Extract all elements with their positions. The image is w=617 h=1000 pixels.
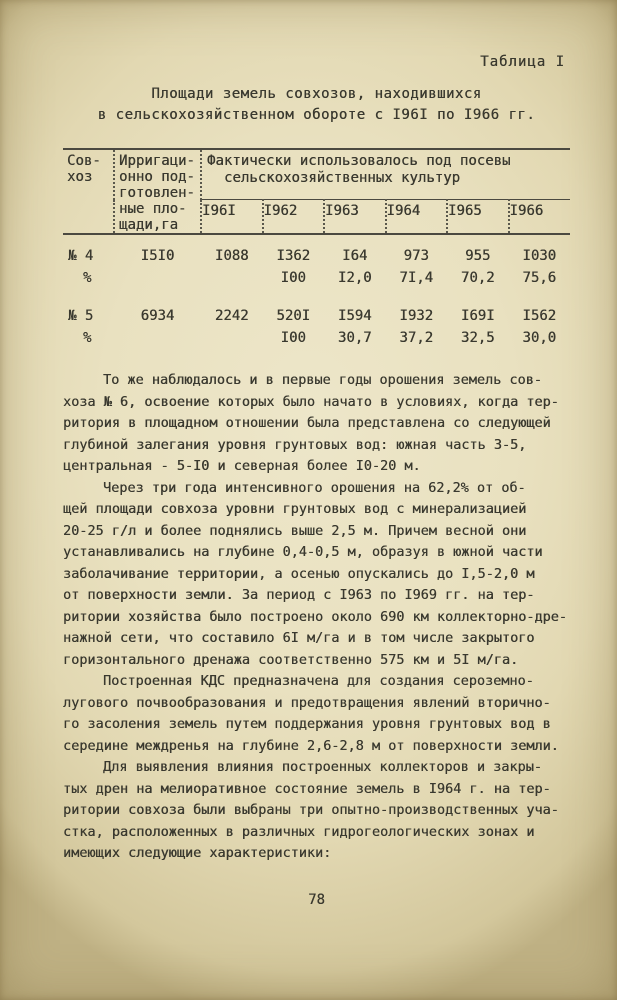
header-text: хоз bbox=[67, 169, 93, 185]
year-header: I965 bbox=[447, 200, 509, 234]
value-cell: I00 bbox=[280, 330, 306, 346]
header-text: Ирригаци- bbox=[119, 153, 195, 169]
text-line: лугового почвообразования и предотвращения явлений вторично- bbox=[63, 694, 551, 711]
year-header: I96I bbox=[201, 200, 263, 234]
text-line: устанавливались на глубине 0,4-0,5 м, образуя в южной части bbox=[63, 544, 543, 560]
table-row bbox=[63, 288, 570, 326]
value-cell: I2,0 bbox=[337, 270, 372, 286]
col-header-actual-usage bbox=[201, 149, 570, 200]
text-line: щей площади совхоза уровни грунтовых вод с минерализацией bbox=[63, 501, 527, 517]
irrigated-cell: 6934 bbox=[140, 308, 175, 324]
header-text: готовлен- bbox=[119, 185, 195, 201]
text-line: ритории совхоза были выбраны три опытно-производственных уча- bbox=[63, 802, 559, 818]
text-line: имеющих следующие характеристики: bbox=[63, 845, 332, 861]
year-header: I964 bbox=[386, 200, 448, 234]
title-line-1: Площади земель совхозов, находившихся bbox=[151, 86, 482, 102]
text-line: от поверхности земли. За период с I963 по I969 гг. на тер- bbox=[63, 587, 535, 603]
value-cell: I594 bbox=[337, 308, 372, 324]
header-text: сельскохозяйственных культур bbox=[224, 170, 461, 186]
text-line: го засоления земель путем поддержания уровня грунтовых вод в bbox=[63, 716, 551, 732]
farm-cell: % bbox=[83, 270, 92, 286]
table-row bbox=[63, 266, 570, 288]
header-text: Фактически использовалось под посевы bbox=[207, 153, 511, 169]
value-cell: 7I,4 bbox=[399, 270, 434, 286]
value-cell: I562 bbox=[522, 308, 557, 324]
col-header-farm bbox=[63, 149, 114, 234]
paragraph bbox=[63, 370, 575, 478]
document-title bbox=[63, 84, 570, 126]
value-cell: 520I bbox=[276, 308, 311, 324]
value-cell bbox=[201, 326, 263, 348]
header-text: ные пло- bbox=[119, 201, 187, 217]
sovkhoz-land-table bbox=[63, 148, 570, 348]
irrigated-cell bbox=[114, 266, 201, 288]
value-cell: I932 bbox=[399, 308, 434, 324]
table-caption-number: Таблица I bbox=[480, 54, 565, 70]
value-cell: I64 bbox=[342, 248, 368, 264]
value-cell bbox=[201, 266, 263, 288]
value-cell: 2242 bbox=[214, 308, 249, 324]
year-header: I962 bbox=[263, 200, 325, 234]
value-cell: 75,6 bbox=[522, 270, 557, 286]
paragraph bbox=[63, 671, 575, 757]
value-cell: 973 bbox=[403, 248, 429, 264]
text-line: горизонтального дренажа соответственно 575 км и 5I м/га. bbox=[63, 651, 519, 668]
value-cell: I030 bbox=[522, 248, 557, 264]
table-row bbox=[63, 326, 570, 348]
farm-cell: № 5 bbox=[68, 308, 94, 324]
table-body bbox=[63, 234, 570, 348]
header-text: Сов- bbox=[67, 153, 101, 169]
text-line: 20-25 г/л и более поднялись выше 2,5 м. Причем весной они bbox=[63, 522, 527, 539]
text-line: ритории хозяйства было построено около 690 км коллекторно-дре- bbox=[63, 608, 567, 625]
value-cell: 30,0 bbox=[522, 330, 557, 346]
text-line: Построенная КДС предназначена для создания сероземно- bbox=[103, 673, 534, 689]
irrigated-cell: I5I0 bbox=[140, 248, 175, 264]
text-line: глубиной залегания уровня грунтовых вод: южная часть 3-5, bbox=[63, 436, 527, 453]
text-line: хоза № 6, освоение которых было начато в условиях, когда тер- bbox=[63, 393, 559, 410]
body-text bbox=[63, 370, 575, 865]
text-line: Для выявления влияния построенных коллекторов и закры- bbox=[103, 759, 542, 775]
farm-cell: № 4 bbox=[68, 248, 94, 264]
value-cell: I00 bbox=[280, 270, 306, 286]
value-cell: I69I bbox=[460, 308, 495, 324]
farm-cell: % bbox=[83, 330, 92, 346]
value-cell: 70,2 bbox=[460, 270, 495, 286]
col-header-irrigated-area bbox=[114, 149, 201, 234]
value-cell: I088 bbox=[214, 248, 249, 264]
text-line: То же наблюдалось и в первые годы орошения земель сов- bbox=[103, 372, 542, 388]
header-text: онно под- bbox=[119, 169, 195, 185]
value-cell: 37,2 bbox=[399, 330, 434, 346]
text-line: ритория в площадном отношении была представлена со следующей bbox=[63, 415, 551, 431]
value-cell: 32,5 bbox=[460, 330, 495, 346]
title-line-2: в сельскохозяйственном обороте с I96I по I966 гг. bbox=[97, 107, 536, 123]
paragraph bbox=[63, 757, 575, 865]
text-line: заболачивание территории, а осенью опускались до I,5-2,0 м bbox=[63, 565, 535, 582]
text-line: нажной сети, что составило 6I м/га и в том числе закрытого bbox=[63, 630, 535, 646]
table-header bbox=[63, 149, 570, 234]
text-line: середине междренья на глубине 2,6-2,8 м от поверхности земли. bbox=[63, 737, 559, 754]
year-header: I966 bbox=[509, 200, 571, 234]
text-line: тых дрен на мелиоративное состояние земель в I964 г. на тер- bbox=[63, 780, 551, 797]
table-row bbox=[63, 234, 570, 266]
year-header: I963 bbox=[324, 200, 386, 234]
header-text: щади,га bbox=[119, 217, 179, 233]
page-number: 78 bbox=[308, 891, 325, 908]
paragraph bbox=[63, 478, 575, 672]
text-line: центральная - 5-I0 и северная более I0-20 м. bbox=[63, 458, 421, 474]
value-cell: 30,7 bbox=[337, 330, 372, 346]
text-line: стка, расположенных в различных гидрогеологических зонах и bbox=[63, 823, 535, 840]
value-cell: 955 bbox=[465, 248, 491, 264]
text-line: Через три года интенсивного орошения на 62,2% от об- bbox=[103, 479, 526, 496]
irrigated-cell bbox=[114, 326, 201, 348]
value-cell: I362 bbox=[276, 248, 311, 264]
